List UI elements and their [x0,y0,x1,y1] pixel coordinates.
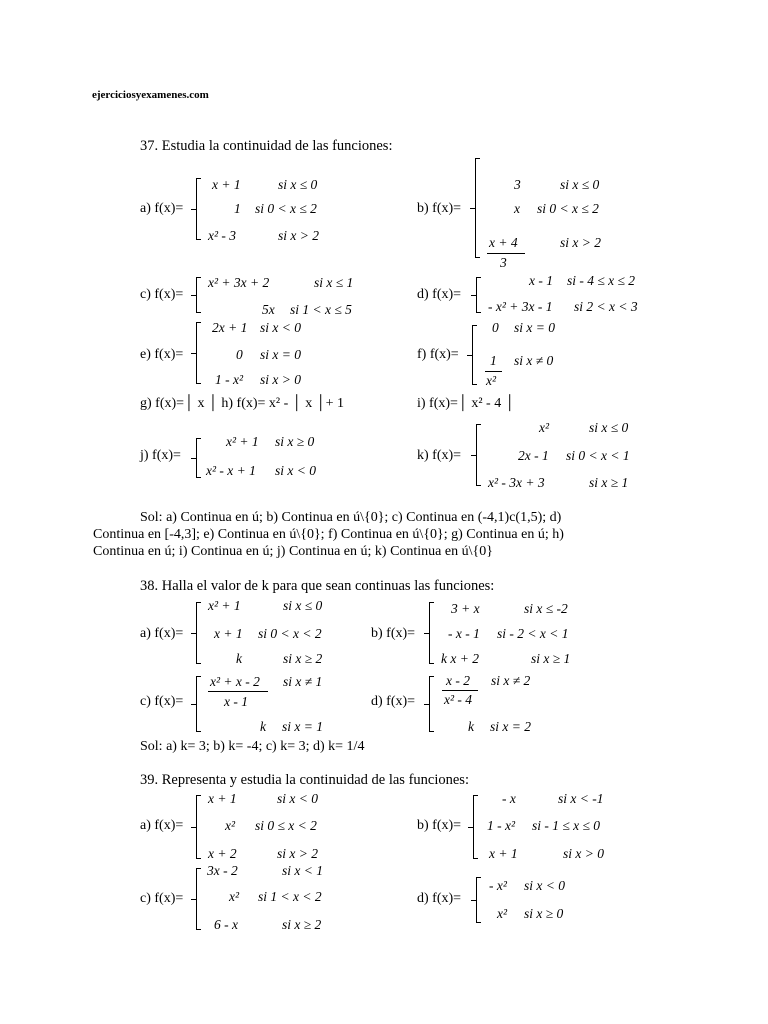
ex38d-brace [429,676,430,732]
ex37f-label: f) f(x)= [417,347,459,362]
ex39a-r2: x² [225,818,236,833]
ex37k-r2: 2x - 1 [518,448,549,463]
ex39d-brace [476,877,477,923]
ex38b-c3: si x ≥ 1 [531,651,571,666]
ex37a-r2: 1 [234,201,241,216]
ex37a-c2: si 0 < x ≤ 2 [255,201,317,216]
ex37e-r1: 2x + 1 [212,320,248,335]
ex39b-r3: x + 1 [489,846,518,861]
ex37b-r1: 3 [514,177,521,192]
ex39a-r3: x + 2 [208,846,237,861]
ex37a-brace [196,178,197,240]
ex38a-r2: x + 1 [214,626,243,641]
ex37k-r3: x² - 3x + 3 [488,475,545,490]
ex37f-brace [472,325,473,385]
ex37i-function: i) f(x)=│ x² - 4 │ [417,396,515,411]
ex38c-c1: si x ≠ 1 [283,674,323,689]
ex38b-r1: 3 + x [451,601,480,616]
ex39d-r2: x² [497,906,508,921]
ex38d-label: d) f(x)= [371,694,416,709]
ex39c-c3: si x ≥ 2 [282,917,322,932]
ex39c-r1: 3x - 2 [207,863,238,878]
ex39a-c1: si x < 0 [277,791,318,806]
ex37-solution-line1: Sol: a) Continua en ú; b) Continua en ú\{0}; c) Continua en (-4,1)c(1,5); d) [140,510,562,525]
ex39b-c1: si x < -1 [558,791,604,806]
ex38d-r1-num: x - 2 [446,673,470,688]
ex37j-r1: x² + 1 [226,434,259,449]
ex39c-r3: 6 - x [214,917,238,932]
ex38b-c2: si - 2 < x < 1 [497,626,569,641]
ex37j-label: j) f(x)= [140,448,181,463]
ex37k-c2: si 0 < x < 1 [566,448,630,463]
ex37c-label: c) f(x)= [140,287,184,302]
ex37c-r1: x² + 3x + 2 [208,275,270,290]
ex37b-c1: si x ≤ 0 [560,177,600,192]
ex37f-r2-den: x² [486,373,497,388]
ex37a-c1: si x ≤ 0 [278,177,318,192]
ex37-solution-line3: Continua en ú; i) Continua en ú; j) Continua en ú; k) Continua en ú\{0} [93,544,493,559]
ex38a-c3: si x ≥ 2 [283,651,323,666]
ex38-solution: Sol: a) k= 3; b) k= -4; c) k= 3; d) k= 1/4 [140,739,365,754]
ex37b-r2: x [514,201,520,216]
ex38a-brace [196,602,197,664]
ex37e-brace [196,322,197,384]
ex37b-label: b) f(x)= [417,201,462,216]
ex38a-c2: si 0 < x < 2 [258,626,322,641]
ex38b-label: b) f(x)= [371,626,416,641]
ex38d-c2: si x = 2 [490,719,531,734]
ex39d-label: d) f(x)= [417,891,462,906]
ex39b-c2: si - 1 ≤ x ≤ 0 [532,818,601,833]
ex37e-label: e) f(x)= [140,347,184,362]
ex38a-c1: si x ≤ 0 [283,598,323,613]
ex37d-brace [476,277,477,313]
ex38c-r2: k [260,719,266,734]
ex37e-r2: 0 [236,347,243,362]
ex37e-c2: si x = 0 [260,347,301,362]
ex37k-brace [476,424,477,486]
ex37b-r3-num: x + 4 [489,235,518,250]
exercise-39-heading: 39. Representa y estudia la continuidad de las funciones: [140,772,469,788]
ex37c-c2: si 1 < x ≤ 5 [290,302,352,317]
ex39b-r2: 1 - x² [487,818,516,833]
ex37f-r2-num: 1 [490,353,497,368]
ex37f-fraction-bar [485,371,502,372]
ex38b-r3: k x + 2 [441,651,479,666]
ex37d-r1: x - 1 [529,273,553,288]
ex39c-label: c) f(x)= [140,891,184,906]
ex39a-brace [196,795,197,859]
ex37d-c2: si 2 < x < 3 [574,299,638,314]
ex38a-r1: x² + 1 [208,598,241,613]
exercise-37-heading: 37. Estudia la continuidad de las funciones: [140,138,393,154]
ex37-solution-line2: Continua en [-4,3]; e) Continua en ú\{0}; f) Continua en ú\{0}; g) Continua en ú; h) [93,527,564,542]
ex38b-r2: - x - 1 [448,626,480,641]
ex37b-c3: si x > 2 [560,235,601,250]
ex37a-r1: x + 1 [212,177,241,192]
ex38a-label: a) f(x)= [140,626,184,641]
ex38c-fraction-bar [208,691,268,692]
ex37a-c3: si x > 2 [278,228,319,243]
ex39a-c3: si x > 2 [277,846,318,861]
ex39c-c2: si 1 < x < 2 [258,889,322,904]
ex37k-c3: si x ≥ 1 [589,475,629,490]
ex37b-fraction-bar [487,253,525,254]
ex39d-c2: si x ≥ 0 [524,906,564,921]
ex39b-r1: - x [502,791,516,806]
ex37k-r1: x² [539,420,550,435]
ex38d-fraction-bar [442,690,478,691]
ex37e-c3: si x > 0 [260,372,301,387]
ex38c-r1-num: x² + x - 2 [210,674,260,689]
exercise-38-heading: 38. Halla el valor de k para que sean continuas las funciones: [140,578,495,594]
ex37k-c1: si x ≤ 0 [589,420,629,435]
ex37b-r3-den: 3 [500,255,507,270]
ex39b-c3: si x > 0 [563,846,604,861]
ex37e-r3: 1 - x² [215,372,244,387]
ex37d-c1: si - 4 ≤ x ≤ 2 [567,273,636,288]
ex38a-r3: k [236,651,242,666]
ex37j-brace [196,438,197,478]
ex37j-c2: si x < 0 [275,463,316,478]
ex39d-r1: - x² [489,878,507,893]
ex39d-c1: si x < 0 [524,878,565,893]
ex37f-c1: si x = 0 [514,320,555,335]
ex37c-brace [196,277,197,313]
ex38b-c1: si x ≤ -2 [524,601,568,616]
ex37gh-functions: g) f(x)=│ x │ h) f(x)= x² - │ x │+ 1 [140,396,345,411]
ex37c-c1: si x ≤ 1 [314,275,354,290]
ex39b-brace [473,795,474,859]
ex38c-r1-den: x - 1 [224,694,248,709]
ex38d-r1-den: x² - 4 [444,692,473,707]
ex38b-brace [429,602,430,664]
ex39a-label: a) f(x)= [140,818,184,833]
ex37b-brace [475,158,476,258]
ex39b-label: b) f(x)= [417,818,462,833]
ex38d-c1: si x ≠ 2 [491,673,531,688]
ex38c-brace [196,676,197,732]
ex38d-r2: k [468,719,474,734]
ex37c-r2: 5x [262,302,275,317]
site-header: ejerciciosyexamenes.com [92,89,209,101]
ex37a-label: a) f(x)= [140,201,184,216]
ex37a-r3: x² - 3 [208,228,237,243]
ex38c-label: c) f(x)= [140,694,184,709]
ex39c-r2: x² [229,889,240,904]
ex37f-r1: 0 [492,320,499,335]
ex39c-brace [196,868,197,930]
ex37d-r2: - x² + 3x - 1 [488,299,553,314]
ex37j-r2: x² - x + 1 [206,463,256,478]
ex39a-r1: x + 1 [208,791,237,806]
ex37j-c1: si x ≥ 0 [275,434,315,449]
ex37k-label: k) f(x)= [417,448,462,463]
ex39a-c2: si 0 ≤ x < 2 [255,818,317,833]
ex39c-c1: si x < 1 [282,863,323,878]
ex37f-c2: si x ≠ 0 [514,353,554,368]
ex37d-label: d) f(x)= [417,287,462,302]
ex37b-c2: si 0 < x ≤ 2 [537,201,599,216]
ex37e-c1: si x < 0 [260,320,301,335]
ex38c-c2: si x = 1 [282,719,323,734]
